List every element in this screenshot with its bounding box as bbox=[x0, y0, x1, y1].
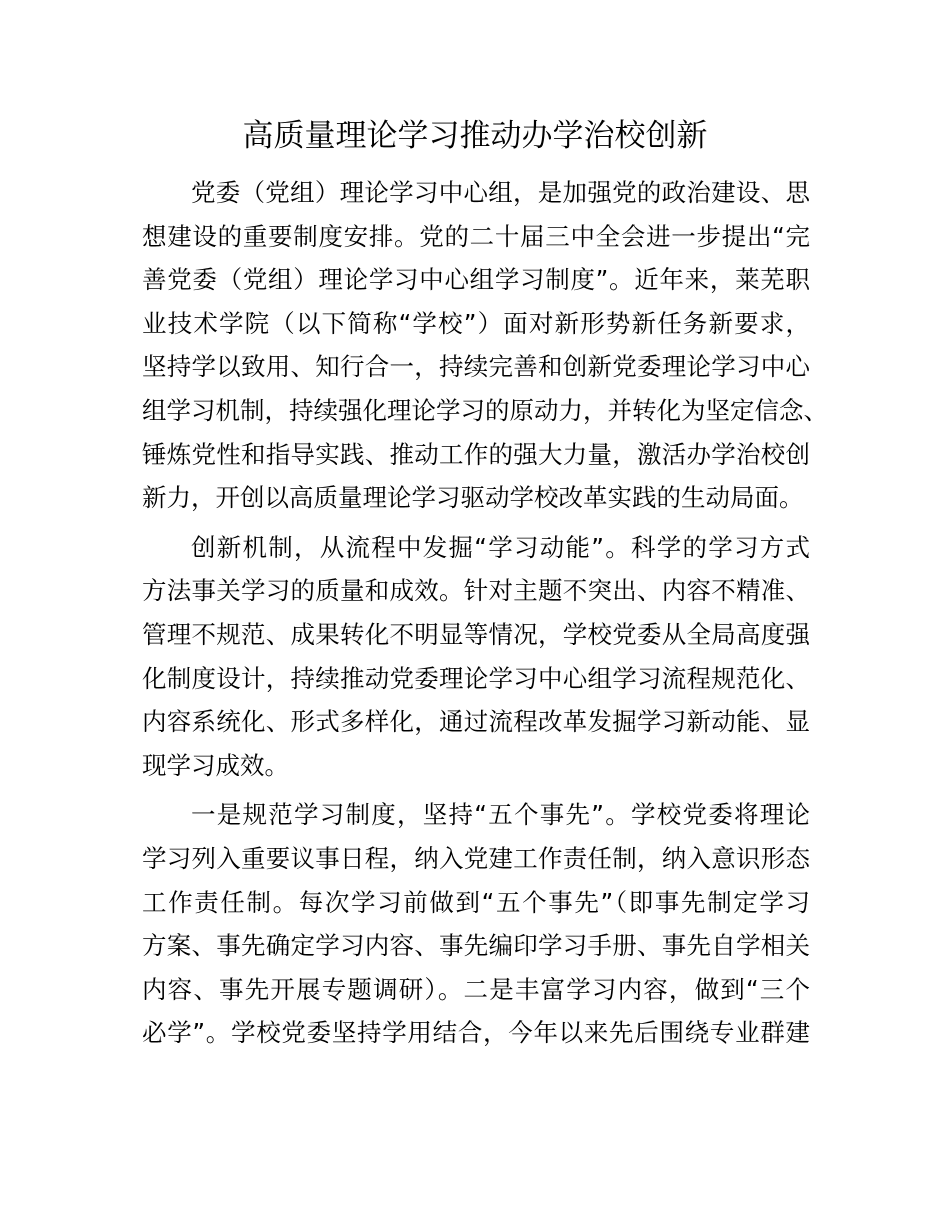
text-line: 现学习成效。 bbox=[142, 750, 289, 780]
text-line: 组学习机制，持续强化理论学习的原动力，并转化为坚定信念、 bbox=[142, 395, 828, 425]
document-title: 高质量理论学习推动办学治校创新 bbox=[242, 118, 708, 154]
text-line: 坚持学以致用、知行合一，持续完善和创新党委理论学习中心 bbox=[142, 352, 810, 382]
paragraph bbox=[142, 793, 810, 1055]
text-line: 业技术学院（以下简称“学校”）面对新形势新任务新要求， bbox=[142, 308, 810, 338]
text-line: 工作责任制。每次学习前做到“五个事先”（即事先制定学习 bbox=[142, 887, 810, 917]
text-line: 一是规范学习制度，坚持“五个事先”。学校党委将理论 bbox=[191, 800, 810, 830]
text-line: 学习列入重要议事日程，纳入党建工作责任制，纳入意识形态 bbox=[142, 843, 810, 873]
text-line: 创新机制，从流程中发掘“学习动能”。科学的学习方式 bbox=[191, 532, 810, 562]
text-line: 想建设的重要制度安排。党的二十届三中全会进一步提出“完 bbox=[142, 221, 810, 251]
text-line: 党委（党组）理论学习中心组，是加强党的政治建设、思 bbox=[191, 178, 810, 207]
text-line: 善党委（党组）理论学习中心组学习制度”。近年来，莱芜职 bbox=[142, 265, 810, 295]
document-body bbox=[142, 171, 828, 1061]
paragraph bbox=[142, 526, 810, 788]
text-line: 内容、事先开展专题调研）。二是丰富学习内容，做到“三个 bbox=[142, 974, 810, 1004]
text-line: 必学”。学校党委坚持学用结合，今年以来先后围绕专业群建 bbox=[142, 1018, 810, 1048]
text-line: 方法事关学习的质量和成效。针对主题不突出、内容不精准、 bbox=[142, 576, 810, 606]
paragraph bbox=[142, 171, 828, 520]
text-line: 化制度设计，持续推动党委理论学习中心组学习流程规范化、 bbox=[142, 663, 810, 693]
text-line: 内容系统化、形式多样化，通过流程改革发掘学习新动能、显 bbox=[142, 707, 810, 737]
text-line: 新力，开创以高质量理论学习驱动学校改革实践的生动局面。 bbox=[142, 483, 804, 513]
text-line: 锤炼党性和指导实践、推动工作的强大力量，激活办学治校创 bbox=[142, 439, 810, 469]
text-line: 方案、事先确定学习内容、事先编印学习手册、事先自学相关 bbox=[142, 931, 810, 961]
text-line: 管理不规范、成果转化不明显等情况，学校党委从全局高度强 bbox=[142, 619, 810, 649]
